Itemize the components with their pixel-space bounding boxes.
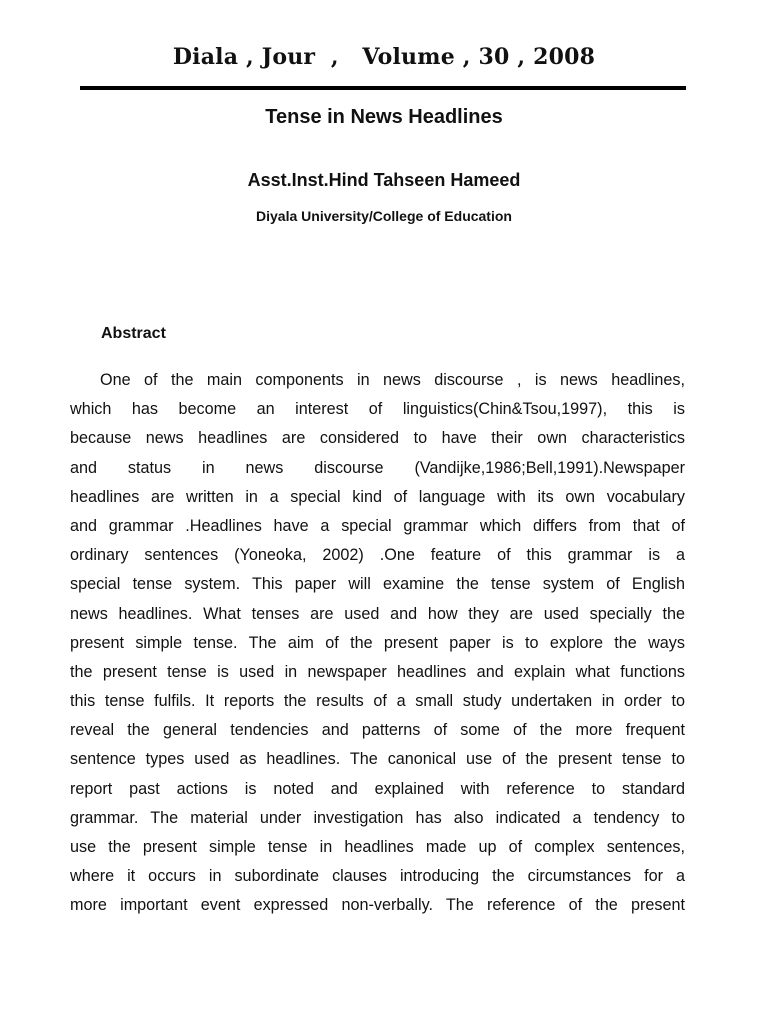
- abstract-line: One of the main components in news discourse , is news headlines,: [100, 371, 685, 389]
- header-rule: [80, 86, 686, 90]
- abstract-line: the present tense is used in newspaper headlines and explain what functions: [70, 662, 685, 681]
- paper-title: Tense in News Headlines: [265, 106, 503, 128]
- author-name: Asst.Inst.Hind Tahseen Hameed: [247, 170, 521, 190]
- abstract-line: headlines are written in a special kind of language with its own vocabulary: [70, 487, 685, 506]
- abstract-line: more important event expressed non-verbally. The reference of the present: [70, 896, 685, 915]
- abstract-line: which has become an interest of linguistics(Chin&Tsou,1997), this is: [70, 400, 685, 419]
- abstract-line: and status in news discourse (Vandijke,1986;Bell,1991).Newspaper: [70, 458, 685, 477]
- abstract-line: because news headlines are considered to have their own characteristics: [70, 429, 685, 448]
- abstract-line: sentence types used as headlines. The canonical use of the present tense to: [70, 750, 685, 769]
- abstract-line: this tense fulfils. It reports the results of a small study undertaken in order to: [70, 692, 685, 711]
- abstract-line: present simple tense. The aim of the present paper is to explore the ways: [70, 633, 685, 652]
- abstract-line: ordinary sentences (Yoneoka, 2002) .One feature of this grammar is a: [70, 546, 685, 565]
- abstract-heading: Abstract: [101, 325, 166, 342]
- abstract-line: reveal the general tendencies and patterns of some of the more frequent: [70, 721, 685, 740]
- abstract-line: report past actions is noted and explained with reference to standard: [70, 779, 685, 798]
- running-header: Diala , Jour , Volume , 30 , 2008: [172, 44, 596, 70]
- abstract-body: [70, 366, 685, 921]
- abstract-line: where it occurs in subordinate clauses introducing the circumstances for a: [70, 867, 685, 886]
- abstract-line: special tense system. This paper will examine the tense system of English: [70, 575, 685, 594]
- abstract-line: grammar. The material under investigation has also indicated a tendency to: [70, 808, 685, 827]
- author-affiliation: Diyala University/College of Education: [256, 208, 512, 224]
- abstract-line: use the present simple tense in headlines made up of complex sentences,: [70, 838, 685, 856]
- abstract-line: news headlines. What tenses are used and how they are used specially the: [70, 604, 685, 623]
- abstract-line: and grammar .Headlines have a special grammar which differs from that of: [70, 516, 685, 535]
